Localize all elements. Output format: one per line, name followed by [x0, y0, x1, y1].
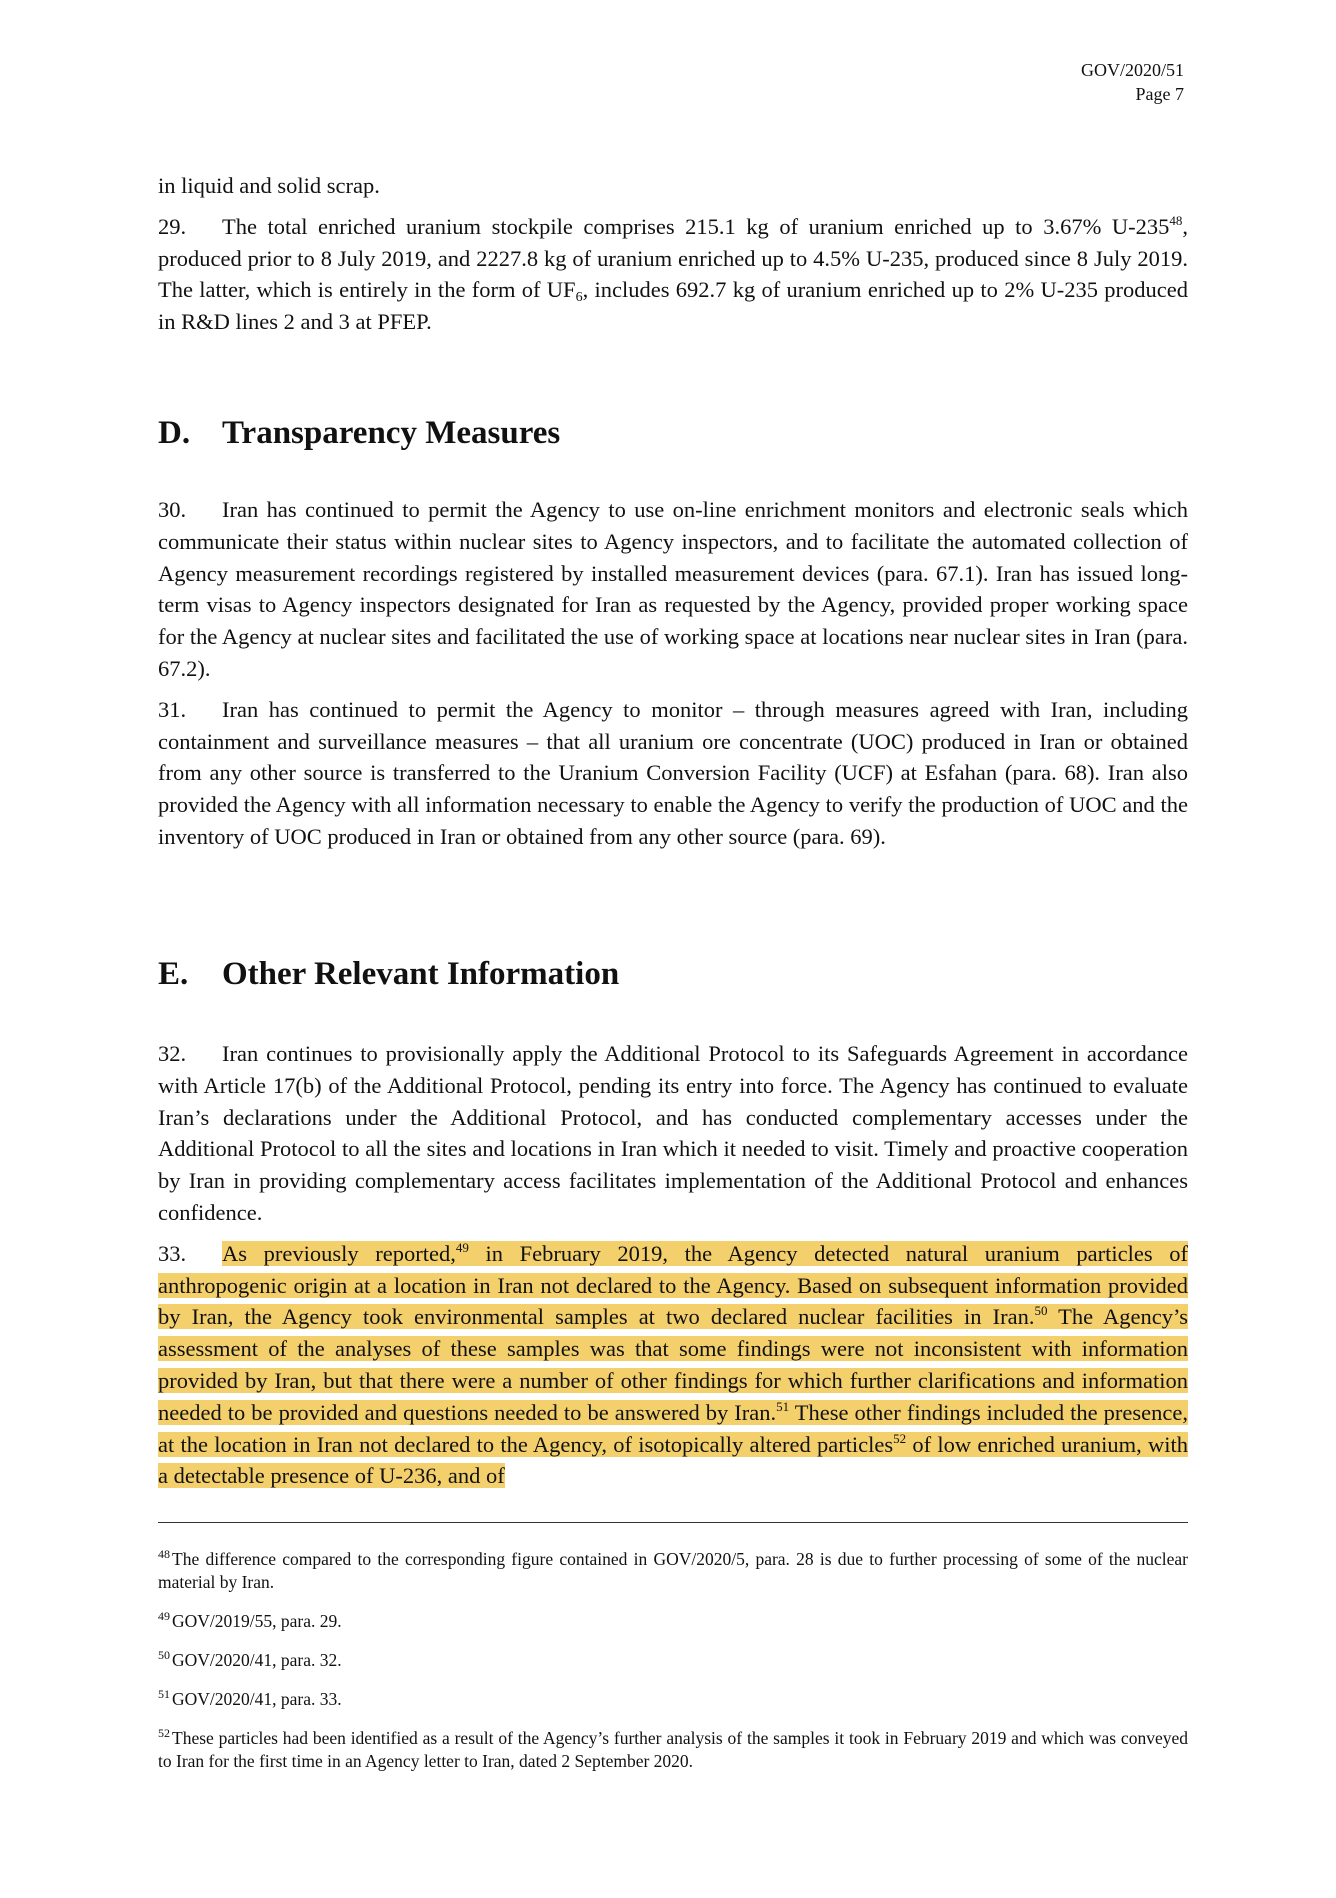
paragraph-33: [158, 1238, 1188, 1492]
body-block-2: [158, 494, 1188, 853]
page-header: [1081, 58, 1184, 106]
paragraph-number: 32.: [158, 1041, 187, 1066]
section-heading-d: [158, 413, 1188, 453]
paragraph-29: 29. The total enriched uranium stockpile comprises 215.1 kg of uranium enriched up to 3.67% $U-235^{48}$, produced prior to 8 July 2019, and 2227.8 kg of uranium enriched up to 4.5% U-235, produced since 8 July 2019. The latter, which is entirely in the form of $UF_6$, includes 692.7 kg of uranium enriched up to 2% U-235 produced in R&D lines 2 and 3 at PFEP.: [158, 212, 1188, 335]
continuation-text: in liquid and solid scrap.: [158, 173, 380, 198]
highlighted-passage: As previously reported,$^{49}$ in February 2019, the Agency detected natural uranium particles of anthropogenic origin at a location in Iran not declared to the Agency. Based on subsequent information provided by Iran, the Agency took environmental samples at two declared nuclear facilities in Iran.$^{50}$ The Agency’s assessment of the analyses of these samples was that some findings were not inconsistent with information provided by Iran, but that there were a number of other findings for which further clarifications and information needed to be provided and questions needed to be answered by Iran.$^{51}$ These other findings included the presence, at the location in Iran not declared to the Agency, of isotopically altered particles$^{52}$ of low enriched uranium, with a detectable presence of U-236, and of: [158, 1239, 1188, 1489]
section-title: Transparency Measures: [222, 415, 561, 451]
section-letter: E.: [158, 956, 189, 992]
document-reference: GOV/2020/51: [1081, 60, 1184, 80]
footnote-51: $^{51}$ GOV/2020/41, para. 33.: [158, 1687, 342, 1709]
footnote-ref-49[interactable]: 49: [455, 1239, 469, 1255]
footnote-48: $^{48}$ The difference compared to the corresponding figure contained in GOV/2020/5, para. 28 is due to further processing of some of the nuclear material by Iran.: [158, 1547, 1188, 1592]
paragraph-number: 31.: [158, 696, 187, 722]
body-block-1: [158, 170, 1188, 338]
footnote-ref-48[interactable]: 48: [1169, 212, 1183, 228]
section-d: [158, 413, 1188, 453]
footnote-49: $^{49}$ GOV/2019/55, para. 29.: [158, 1609, 342, 1631]
body-block-3: [158, 1038, 1188, 1492]
footnote-52: $^{52}$ These particles had been identified as a result of the Agency’s further analysis of the samples it took in February 2019 and which was conveyed to Iran for the first time in an Agency letter to Iran, dated 2 September 2020.: [158, 1726, 1188, 1771]
footnotes: [158, 1548, 1188, 1789]
page-number: Page 7: [1135, 84, 1184, 104]
paragraph-31: 31. Iran has continued to permit the Agency to monitor – through measures agreed with Iran, including containment and surveillance measures – that all uranium ore concentrate (UOC) produced in Iran or obtained from any other source is transferred to the Uranium Conversion Facility (UCF) at Esfahan (para. 68). Iran also provided the Agency with all information necessary to enable the Agency to verify the production of UOC and the inventory of UOC produced in Iran or obtained from any other source (para. 69).: [158, 694, 1188, 853]
paragraph-number: 29.: [158, 213, 187, 239]
paragraph-number: 30.: [158, 497, 187, 522]
section-letter: D.: [158, 415, 191, 451]
subscript-6: 6: [575, 290, 583, 306]
section-title: Other Relevant Information: [222, 956, 620, 992]
footnote-ref-51[interactable]: 51: [776, 1398, 790, 1414]
paragraph-30: 30. Iran has continued to permit the Agency to use on-line enrichment monitors and electronic seals which communicate their status within nuclear sites to Agency inspectors, and to facilitate the automated collection of Agency measurement recordings registered by installed measurement devices (para. 67.1). Iran has issued long-term visas to Agency inspectors designated for Iran as requested by the Agency, provided proper working space for the Agency at nuclear sites and facilitated the use of working space at locations near nuclear sites in Iran (para. 67.2).: [158, 494, 1188, 685]
section-e: [158, 954, 1188, 994]
footnote-ref-50[interactable]: 50: [1034, 1303, 1048, 1319]
footnote-50: $^{50}$ GOV/2020/41, para. 32.: [158, 1648, 342, 1670]
section-heading-e: [158, 954, 1188, 994]
paragraph-32: 32. Iran continues to provisionally apply the Additional Protocol to its Safeguards Agreement in accordance with Article 17(b) of the Additional Protocol, pending its entry into force. The Agency has continued to evaluate Iran’s declarations under the Additional Protocol, and has conducted complementary accesses under the Additional Protocol to all the sites and locations in Iran which it needed to visit. Timely and proactive cooperation by Iran in providing complementary access facilitates implementation of the Additional Protocol and enhances confidence.: [158, 1038, 1188, 1229]
paragraph-number: 33.: [158, 1240, 187, 1266]
footnote-separator: [158, 1522, 1188, 1523]
footnote-ref-52[interactable]: 52: [893, 1430, 907, 1446]
